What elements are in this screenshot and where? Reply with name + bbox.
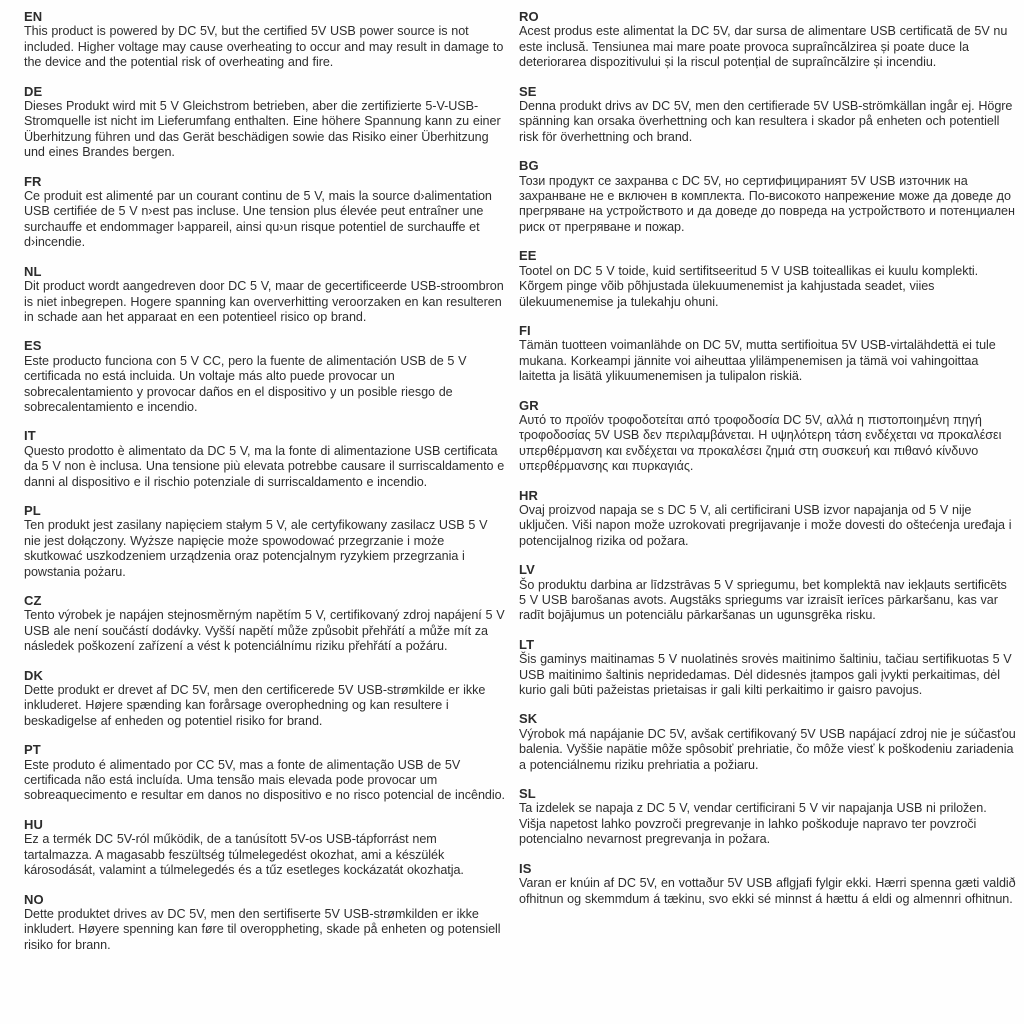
- language-section-fr: [24, 174, 506, 251]
- warning-paragraph: Šis gaminys maitinamas 5 V nuolatinės srovės maitinimo šaltiniu, tačiau sertifikuotas 5 V USB maitinimo šaltinis nepridedamas. Dėl didesnės įtampos gali įvykti perkaitimas, dėl kurio gali būti pažeistas prietaisas ir gali kilti perkaitimo ir gaisro pavojus.: [519, 652, 1012, 698]
- language-code-label: DK: [24, 667, 43, 683]
- right-column: [519, 9, 1016, 1024]
- language-code-label: PT: [24, 742, 41, 758]
- language-code-label: CZ: [24, 593, 42, 608]
- language-section-dk: [24, 668, 506, 730]
- warning-paragraph: Tento výrobek je napájen stejnosměrným napětím 5 V, certifikovaný zdroj napájení 5 V USB ale není součástí dodávky. Vyšší napětí může způsobit přehřátí a může mít za následek poškození zařízení a vést k potenciálnímu riziku přehřátí a požáru.: [24, 608, 505, 654]
- warning-paragraph: Този продукт се захранва с DC 5V, но сертифицираният 5V USB източник на захранване не е включен в комплекта. По-високото напрежение може да доведе до прегряване на устройството и да доведе до повреда на устройството и потенциален риск от прегряване и пожар.: [519, 173, 1015, 234]
- language-code-label: FI: [519, 322, 531, 338]
- warning-paragraph: Ta izdelek se napaja z DC 5 V, vendar certificirani 5 V vir napajanja USB ni priložen. Višja napetost lahko povzroči pregrevanje in lahko poškoduje napravo ter povzroči potencialno nevarnost pregrevanja in požara.: [519, 801, 987, 847]
- language-section-pl: [24, 503, 506, 580]
- warning-paragraph: Dit product wordt aangedreven door DC 5 V, maar de gecertificeerde USB-stroombron is niet inbegrepen. Hogere spanning kan oververhitting veroorzaken en kan resulteren in schade aan het apparaat en een potentieel risico op brand.: [24, 279, 504, 324]
- language-section-gr: [519, 398, 1016, 475]
- language-section-hr: [519, 488, 1016, 550]
- language-code-label: IS: [519, 860, 532, 876]
- language-section-pt: [24, 742, 506, 804]
- language-section-lv: [519, 562, 1016, 624]
- language-section-nl: [24, 264, 506, 326]
- language-code-label: IT: [24, 428, 36, 444]
- warning-paragraph: Questo prodotto è alimentato da DC 5 V, ma la fonte di alimentazione USB certificata da 5 V non è inclusa. Una tensione più elevata potrebbe causare il surriscaldamento e danni al dispositivo e il rischio potenziale di surriscaldamento e incendio.: [24, 443, 505, 489]
- warning-paragraph: Dette produkt er drevet af DC 5V, men den certificerede 5V USB-strømkilde er ikke inkluderet. Højere spænding kan forårsage overophedning og kan resultere i beskadigelse af enheden og potentiel risiko for brand.: [24, 683, 486, 728]
- language-section-sl: [519, 786, 1016, 848]
- language-section-ro: [519, 9, 1016, 71]
- language-section-is: [519, 861, 1016, 907]
- language-code-label: NL: [24, 263, 42, 279]
- language-code-label: EE: [519, 248, 537, 264]
- warning-paragraph: Výrobok má napájanie DC 5V, avšak certifikovaný 5V USB napájací zdroj nie je súčasťou balenia. Vyššie napätie môže spôsobiť prehriatie, čo môže viesť k poškodeniu zariadenia a potenciálnemu riziku prehriatia a požiaru.: [519, 726, 1016, 772]
- warning-paragraph: Denna produkt drivs av DC 5V, men den certifierade 5V USB-strömkällan ingår ej. Högre spänning kan orsaka överhettning och kan resultera i skador på enheten och potentiell risk för överhettning och brand.: [519, 99, 1013, 144]
- language-code-label: GR: [519, 397, 539, 413]
- warning-paragraph: Ovaj proizvod napaja se s DC 5 V, ali certificirani USB izvor napajanja od 5 V nije uključen. Viši napon može uzrokovati pregrijavanje i može dovesti do oštećenja uređaja i potencijalnog rizika od požara.: [519, 502, 1012, 548]
- language-section-de: [24, 84, 506, 161]
- language-code-label: PL: [24, 502, 41, 518]
- language-section-fi: [519, 323, 1016, 385]
- warning-paragraph: Este producto funciona con 5 V CC, pero la fuente de alimentación USB de 5 V certificada no está incluida. Un voltaje más alto puede provocar un sobrecalentamiento y provocar daños en el dispositivo y un posible riesgo de sobrecalentamiento e incendio.: [24, 353, 467, 414]
- language-section-se: [519, 84, 1016, 146]
- language-code-label: SE: [519, 83, 537, 99]
- language-section-lt: [519, 637, 1016, 699]
- language-code-label: RO: [519, 9, 539, 24]
- warning-paragraph: Ten produkt jest zasilany napięciem stałym 5 V, ale certyfikowany zasilacz USB 5 V nie jest dołączony. Wyższe napięcie może spowodować przegrzanie i może skutkować uszkodzeniem urządzenia oraz potencjalnym ryzykiem przegrzania i powstania pożaru.: [24, 518, 488, 579]
- language-code-label: HU: [24, 816, 43, 832]
- language-section-ee: [519, 248, 1016, 310]
- language-code-label: FR: [24, 173, 42, 189]
- warning-paragraph: Dette produktet drives av DC 5V, men den sertifiserte 5V USB-strømkilden er ikke inkludert. Høyere spenning kan føre til overoppheting, skade på enheten og potensiell risiko for brann.: [24, 906, 501, 952]
- language-code-label: LT: [519, 636, 535, 652]
- language-code-label: ES: [24, 338, 42, 354]
- warning-paragraph: Tämän tuotteen voimanlähde on DC 5V, mutta sertifioitua 5V USB-virtalähdettä ei tule mukana. Korkeampi jännite voi aiheuttaa ylilämpenemisen ja tämä voi vahingoittaa laitetta ja lisätä ylikuumenemisen ja tulipalon riskiä.: [519, 338, 996, 384]
- language-section-hu: [24, 817, 506, 879]
- language-code-label: LV: [519, 562, 535, 578]
- warning-paragraph: Ez a termék DC 5V-ról működik, de a tanúsított 5V-os USB-tápforrást nem tartalmazza. A magasabb feszültség túlmelegedést okozhat, ami a készülék károsodását, valamint a túlmelegedés és a tűz esetleges kockázatát okozhatja.: [24, 832, 464, 878]
- language-code-label: HR: [519, 487, 538, 503]
- language-section-cz: [24, 593, 506, 655]
- warning-paragraph: Tootel on DC 5 V toide, kuid sertifitseeritud 5 V USB toiteallikas ei kuulu komplekti. Kõrgem pinge võib põhjustada ülekuumenemist ja kahjustada seadet, viies ülekuumenemise ja tulekahju ohuni.: [519, 263, 979, 309]
- warning-paragraph: Šo produktu darbina ar līdzstrāvas 5 V spriegumu, bet komplektā nav iekļauts sertificēts 5 V USB barošanas avots. Augstāks spriegums var izraisīt ierīces pārkaršanu, kas var radīt bojājumus un potenciālu pārkaršanas un ugunsgrēka risku.: [519, 577, 1007, 623]
- warning-paragraph: Este produto é alimentado por CC 5V, mas a fonte de alimentação USB de 5V certificada não está incluída. Uma tensão mais elevada pode provocar um sobreaquecimento e resultar em danos no dispositivo e no risco potencial de incêndio.: [24, 757, 506, 803]
- language-section-sk: [519, 711, 1016, 773]
- warning-paragraph: Acest produs este alimentat la DC 5V, dar sursa de alimentare USB certificată de 5V nu este inclusă. Tensiunea mai mare poate provoca supraîncălzirea și poate duce la deteriorarea dispozitivului și la riscul potențial de supraîncălzire și incendiu.: [519, 24, 1008, 70]
- language-section-es: [24, 338, 506, 415]
- language-section-en: [24, 9, 506, 71]
- left-column: [24, 9, 506, 1024]
- warning-paragraph: Varan er knúin af DC 5V, en vottaður 5V USB aflgjafi fylgir ekki. Hærri spenna gæti valdið ofhitnun og skemmdum á tækinu, svo ekki sé minnst á hættu á eldi og almennri ofhitnun.: [519, 876, 1016, 906]
- warning-paragraph: This product is powered by DC 5V, but the certified 5V USB power source is not included. Higher voltage may cause overheating to occur and may result in damage to the device and the potential risk of overheating and fire.: [24, 24, 504, 70]
- language-code-label: SL: [519, 786, 536, 802]
- language-code-label: DE: [24, 83, 43, 99]
- warning-paragraph: Αυτό το προϊόν τροφοδοτείται από τροφοδοσία DC 5V, αλλά η πιστοποιημένη πηγή τροφοδοσίας 5V USB δεν περιλαμβάνεται. Η υψηλότερη τάση ενδέχεται να προκαλέσει υπερθέρμανση και ενδέχεται να προκαλέσει ζημιά στη συσκευή και πιθανό κίνδυνο υπερθέρμανσης και πυρκαγιάς.: [519, 412, 1002, 474]
- language-section-bg: [519, 158, 1016, 235]
- language-code-label: NO: [24, 891, 44, 907]
- language-section-no: [24, 892, 506, 954]
- language-code-label: SK: [519, 711, 538, 727]
- language-section-it: [24, 428, 506, 490]
- warning-paragraph: Dieses Produkt wird mit 5 V Gleichstrom betrieben, aber die zertifizierte 5-V-USB-Stromquelle ist nicht im Lieferumfang enthalten. Eine höhere Spannung kann zu einer Überhitzung führen und das Gerät beschädigen sowie das Risiko einer Überhitzung und eines Brandes bergen.: [24, 99, 501, 160]
- warning-paragraph: Ce produit est alimenté par un courant continu de 5 V, mais la source d›alimentation USB certifiée de 5 V n›est pas incluse. Une tension plus élevée peut entraîner une surchauffe et endommager l›appareil, ainsi qu›un risque potentiel de surchauffe et d›incendie.: [24, 189, 492, 250]
- language-code-label: EN: [24, 9, 43, 24]
- language-code-label: BG: [519, 158, 539, 174]
